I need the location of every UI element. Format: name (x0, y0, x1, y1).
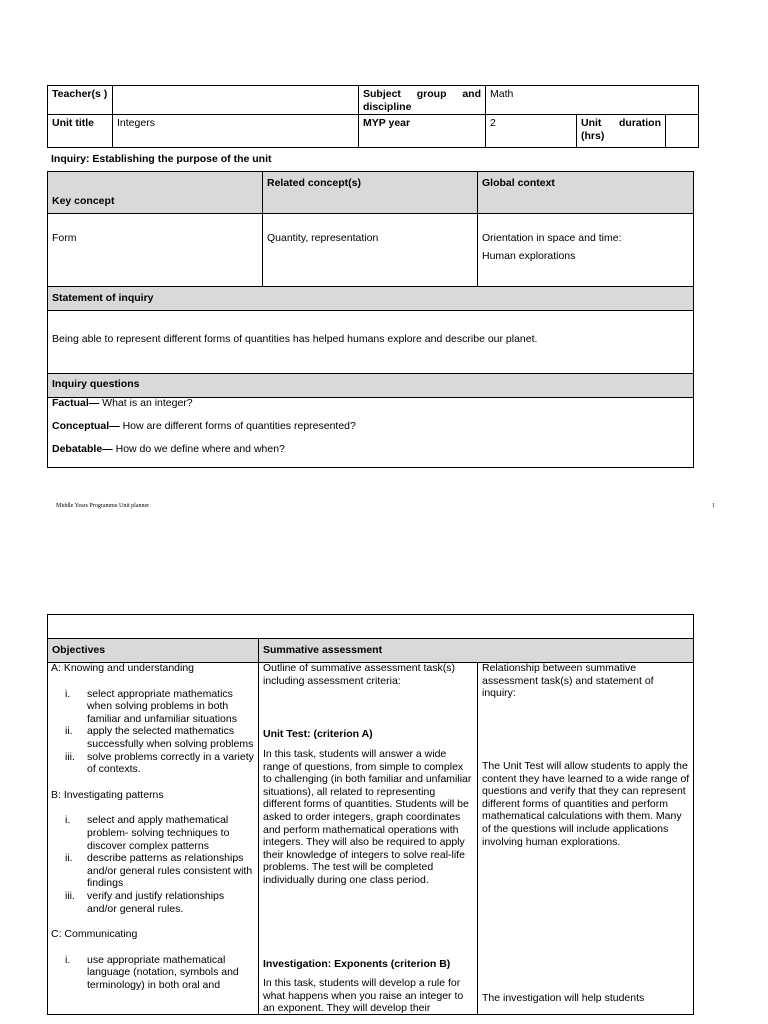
inquiry-heading: Inquiry: Establishing the purpose of the unit (51, 153, 272, 165)
summative-column (263, 662, 473, 687)
key-concept-label: Key concept (52, 195, 115, 207)
list-item: i. select appropriate mathematics when solving problems in both familiar and unfamiliar situations (65, 687, 237, 725)
unit-title-label: Unit title (52, 117, 94, 129)
global-context-label: Global context (482, 177, 555, 189)
list-item: ii. apply the selected mathematics successfully when solving problems (65, 725, 254, 750)
unit-test-text: In this task, students will answer a wide range of questions, from simple to complex to challenging (in both familiar and unfamiliar situations), all related to representing different forms of quantities. Students will be asked to order integers, graph coordinates and perform mathematical operations with integers. They will also be required to apply their knowledge of integers to solve real-life problems. The test will be completed individually during one class period. (263, 748, 472, 886)
list-item: ii. describe patterns as relationships and/or general rules consistent with findings (65, 852, 253, 890)
related-concepts-value: Quantity, representation (267, 232, 379, 244)
unit-duration-label: Unit duration (hrs) (581, 117, 661, 142)
debatable-text: How do we define where and when? (112, 443, 285, 455)
factual-question (52, 397, 193, 410)
investigation-text: In this task, students will develop a rule for what happens when you raise an integer to an exponent. They will develop their (263, 977, 464, 1015)
conceptual-question (52, 420, 356, 433)
key-concept-value: Form (52, 232, 77, 244)
objectives-column (51, 662, 256, 991)
unit-duration-value[interactable] (666, 115, 698, 119)
footer-title: Middle Years Programme Unit planner (56, 503, 150, 509)
debatable-question (52, 443, 285, 456)
page-number: 1 (712, 503, 715, 509)
objective-a-title: A: Knowing and understanding (51, 662, 195, 674)
relationship-text: The Unit Test will allow students to apply the content they have learned to a wide range of questions and verify that they can represent different forms of quantities and perform mathematical calculations with them. Many of the questions will include applications involving human explorations. (482, 760, 690, 848)
statement-value: Being able to represent different forms of quantities has helped humans explore and describe our planet. (52, 333, 538, 345)
investigation-relationship: The investigation will help students (482, 992, 645, 1004)
relationship-heading: Relationship between summative assessment task(s) and statement of inquiry: (482, 662, 654, 700)
investigation-title: Investigation: Exponents (criterion B) (263, 958, 451, 970)
list-item: iii. verify and justify relationships and/or general rules. (65, 889, 225, 915)
list-item: i. select and apply mathematical problem- solving techniques to discover complex patterns (65, 814, 230, 852)
related-concepts-label: Related concept(s) (267, 177, 361, 189)
unit-title-value: Integers (117, 117, 155, 129)
global-context-line2: Human explorations (482, 250, 576, 262)
list-item: iii. solve problems correctly in a variety of contexts. (65, 750, 254, 776)
teacher-label: Teacher(s ) (52, 88, 108, 100)
summative-label: Summative assessment (263, 644, 383, 656)
objective-b-title: B: Investigating patterns (51, 788, 164, 801)
unit-test-title: Unit Test: (criterion A) (263, 728, 373, 740)
list-item: i. use appropriate mathematical language (notation, symbols and terminology) in both oral and (65, 953, 239, 991)
conceptual-text: How are different forms of quantities represented? (119, 420, 356, 432)
objectives-label: Objectives (52, 644, 106, 656)
subject-value: Math (490, 88, 514, 100)
myp-year-label: MYP year (363, 117, 411, 129)
questions-label: Inquiry questions (52, 378, 140, 390)
factual-text: What is an integer? (99, 397, 193, 409)
teacher-value[interactable] (113, 86, 357, 90)
subject-label: Subject group and discipline (363, 88, 481, 113)
global-context-line1: Orientation in space and time: (482, 232, 622, 244)
outline-heading: Outline of summative assessment task(s) including assessment criteria: (263, 662, 455, 687)
conceptual-label: Conceptual— (52, 420, 120, 432)
statement-label: Statement of inquiry (52, 292, 154, 304)
objective-c-title: C: Communicating (51, 928, 138, 941)
debatable-label: Debatable— (52, 443, 113, 455)
myp-year-value: 2 (490, 117, 496, 129)
factual-label: Factual— (52, 397, 100, 409)
